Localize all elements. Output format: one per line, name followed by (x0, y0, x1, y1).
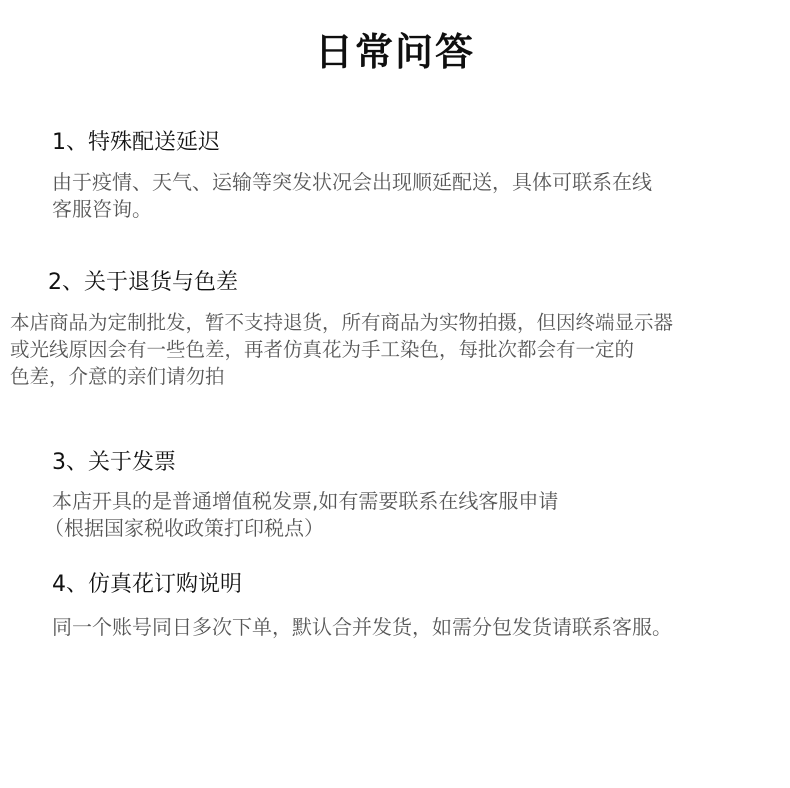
section-1-heading: 1、特殊配送延迟 (52, 130, 220, 155)
section-3-heading: 3、关于发票 (52, 450, 176, 475)
section-4-line-1: 同一个账号同日多次下单，默认合并发货，如需分包发货请联系客服。 (52, 615, 672, 639)
section-3-line-2: （根据国家税收政策打印税点） (44, 516, 324, 540)
section-4-heading: 4、仿真花订购说明 (52, 572, 242, 597)
section-2-line-3: 色差，介意的亲们请勿拍 (10, 365, 225, 388)
section-2-line-2: 或光线原因会有一些色差，再者仿真花为手工染色，每批次都会有一定的 (10, 338, 635, 361)
section-3-line-1: 本店开具的是普通增值税发票,如有需要联系在线客服申请 (52, 489, 559, 513)
page-title: 日常问答 (314, 30, 475, 74)
section-2-body (10, 309, 673, 390)
section-4-body (52, 614, 672, 641)
section-1-body (52, 169, 652, 223)
section-1-line-1: 由于疫情、天气、运输等突发状况会出现顺延配送，具体可联系在线 (52, 170, 652, 194)
section-2-heading: 2、关于退货与色差 (48, 270, 238, 295)
section-1-line-2: 客服咨询。 (52, 197, 152, 221)
section-3-body (44, 488, 559, 542)
section-2-line-1: 本店商品为定制批发，暂不支持退货，所有商品为实物拍摄，但因终端显示器 (10, 311, 674, 334)
